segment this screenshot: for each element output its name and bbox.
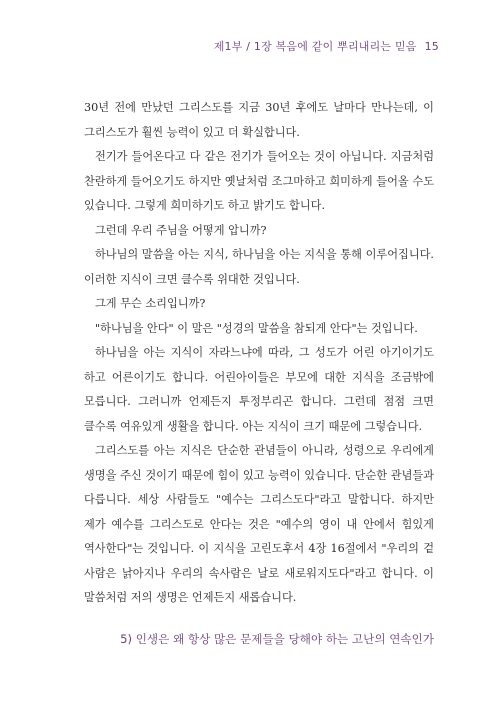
section-heading: 5) 인생은 왜 항상 많은 문제들을 당해야 하는 고난의 연속인가 (120, 632, 434, 646)
paragraph: 그리스도를 아는 지식은 단순한 관념들이 아니라, 성령으로 우리에게 생명을 주신 것이기 때문에 힘이 있고 능력이 있습니다. 단순한 관념들과 다릅니다. 세상 사람들도 "예수는 그리스도다"라고 말합니다. 하지만 제가 예수를 그리스도로 안다는 것은 "예수의 영이 내 안에서 힘있게 역사한다"는 것입니다. 이 지식을 고린도후서 4장 16절에서 "우리의 겉 사람은 낡아지나 우리의 속사람은 날로 새로워지도다"라고 합니다. 이 말씀처럼 저의 생명은 언제든지 새롭습니다. (84, 444, 434, 604)
paragraph: 하나님의 말씀을 아는 지식, 하나님을 아는 지식을 통해 이루어집니다. 이러한 지식이 크면 클수록 위대한 것입니다. (84, 248, 434, 286)
paragraph: "하나님을 안다" 이 말은 "성경의 말씀을 참되게 안다"는 것입니다. (95, 321, 418, 335)
body-text (84, 96, 434, 611)
paragraph: 하나님을 아는 지식이 자라느냐에 따라, 그 성도가 어린 아기이기도 하고 어른이기도 합니다. 어린아이들은 부모에 대한 지식을 조금밖에 모릅니다. 그러니까 언제든지 투정부리곤 합니다. 그런데 점점 크면 클수록 여유있게 생활을 합니다. 아는 지식이 크기 때문에 그렇습니다. (84, 346, 434, 433)
paragraph: 30년 전에 만났던 그리스도를 지금 30년 후에도 날마다 만나는데, 이 그리스도가 훨씬 능력이 있고 더 확실합니다. (84, 101, 434, 139)
running-header (214, 38, 439, 54)
running-title: 제1부 / 1장 복음에 같이 뿌리내리는 믿음 (213, 40, 417, 53)
paragraph: 그게 무슨 소리입니까? (95, 297, 206, 310)
paragraph: 전기가 들어온다고 다 같은 전기가 들어오는 것이 아닙니다. 지금처럼 찬란하게 들어오기도 하지만 옛날처럼 조그마하고 희미하게 들어올 수도 있습니다. 그렇게 희미하기도 하고 밝기도 합니다. (84, 150, 434, 212)
page-number: 15 (424, 40, 439, 53)
paragraph: 그런데 우리 주님을 어떻게 압니까? (95, 223, 267, 237)
